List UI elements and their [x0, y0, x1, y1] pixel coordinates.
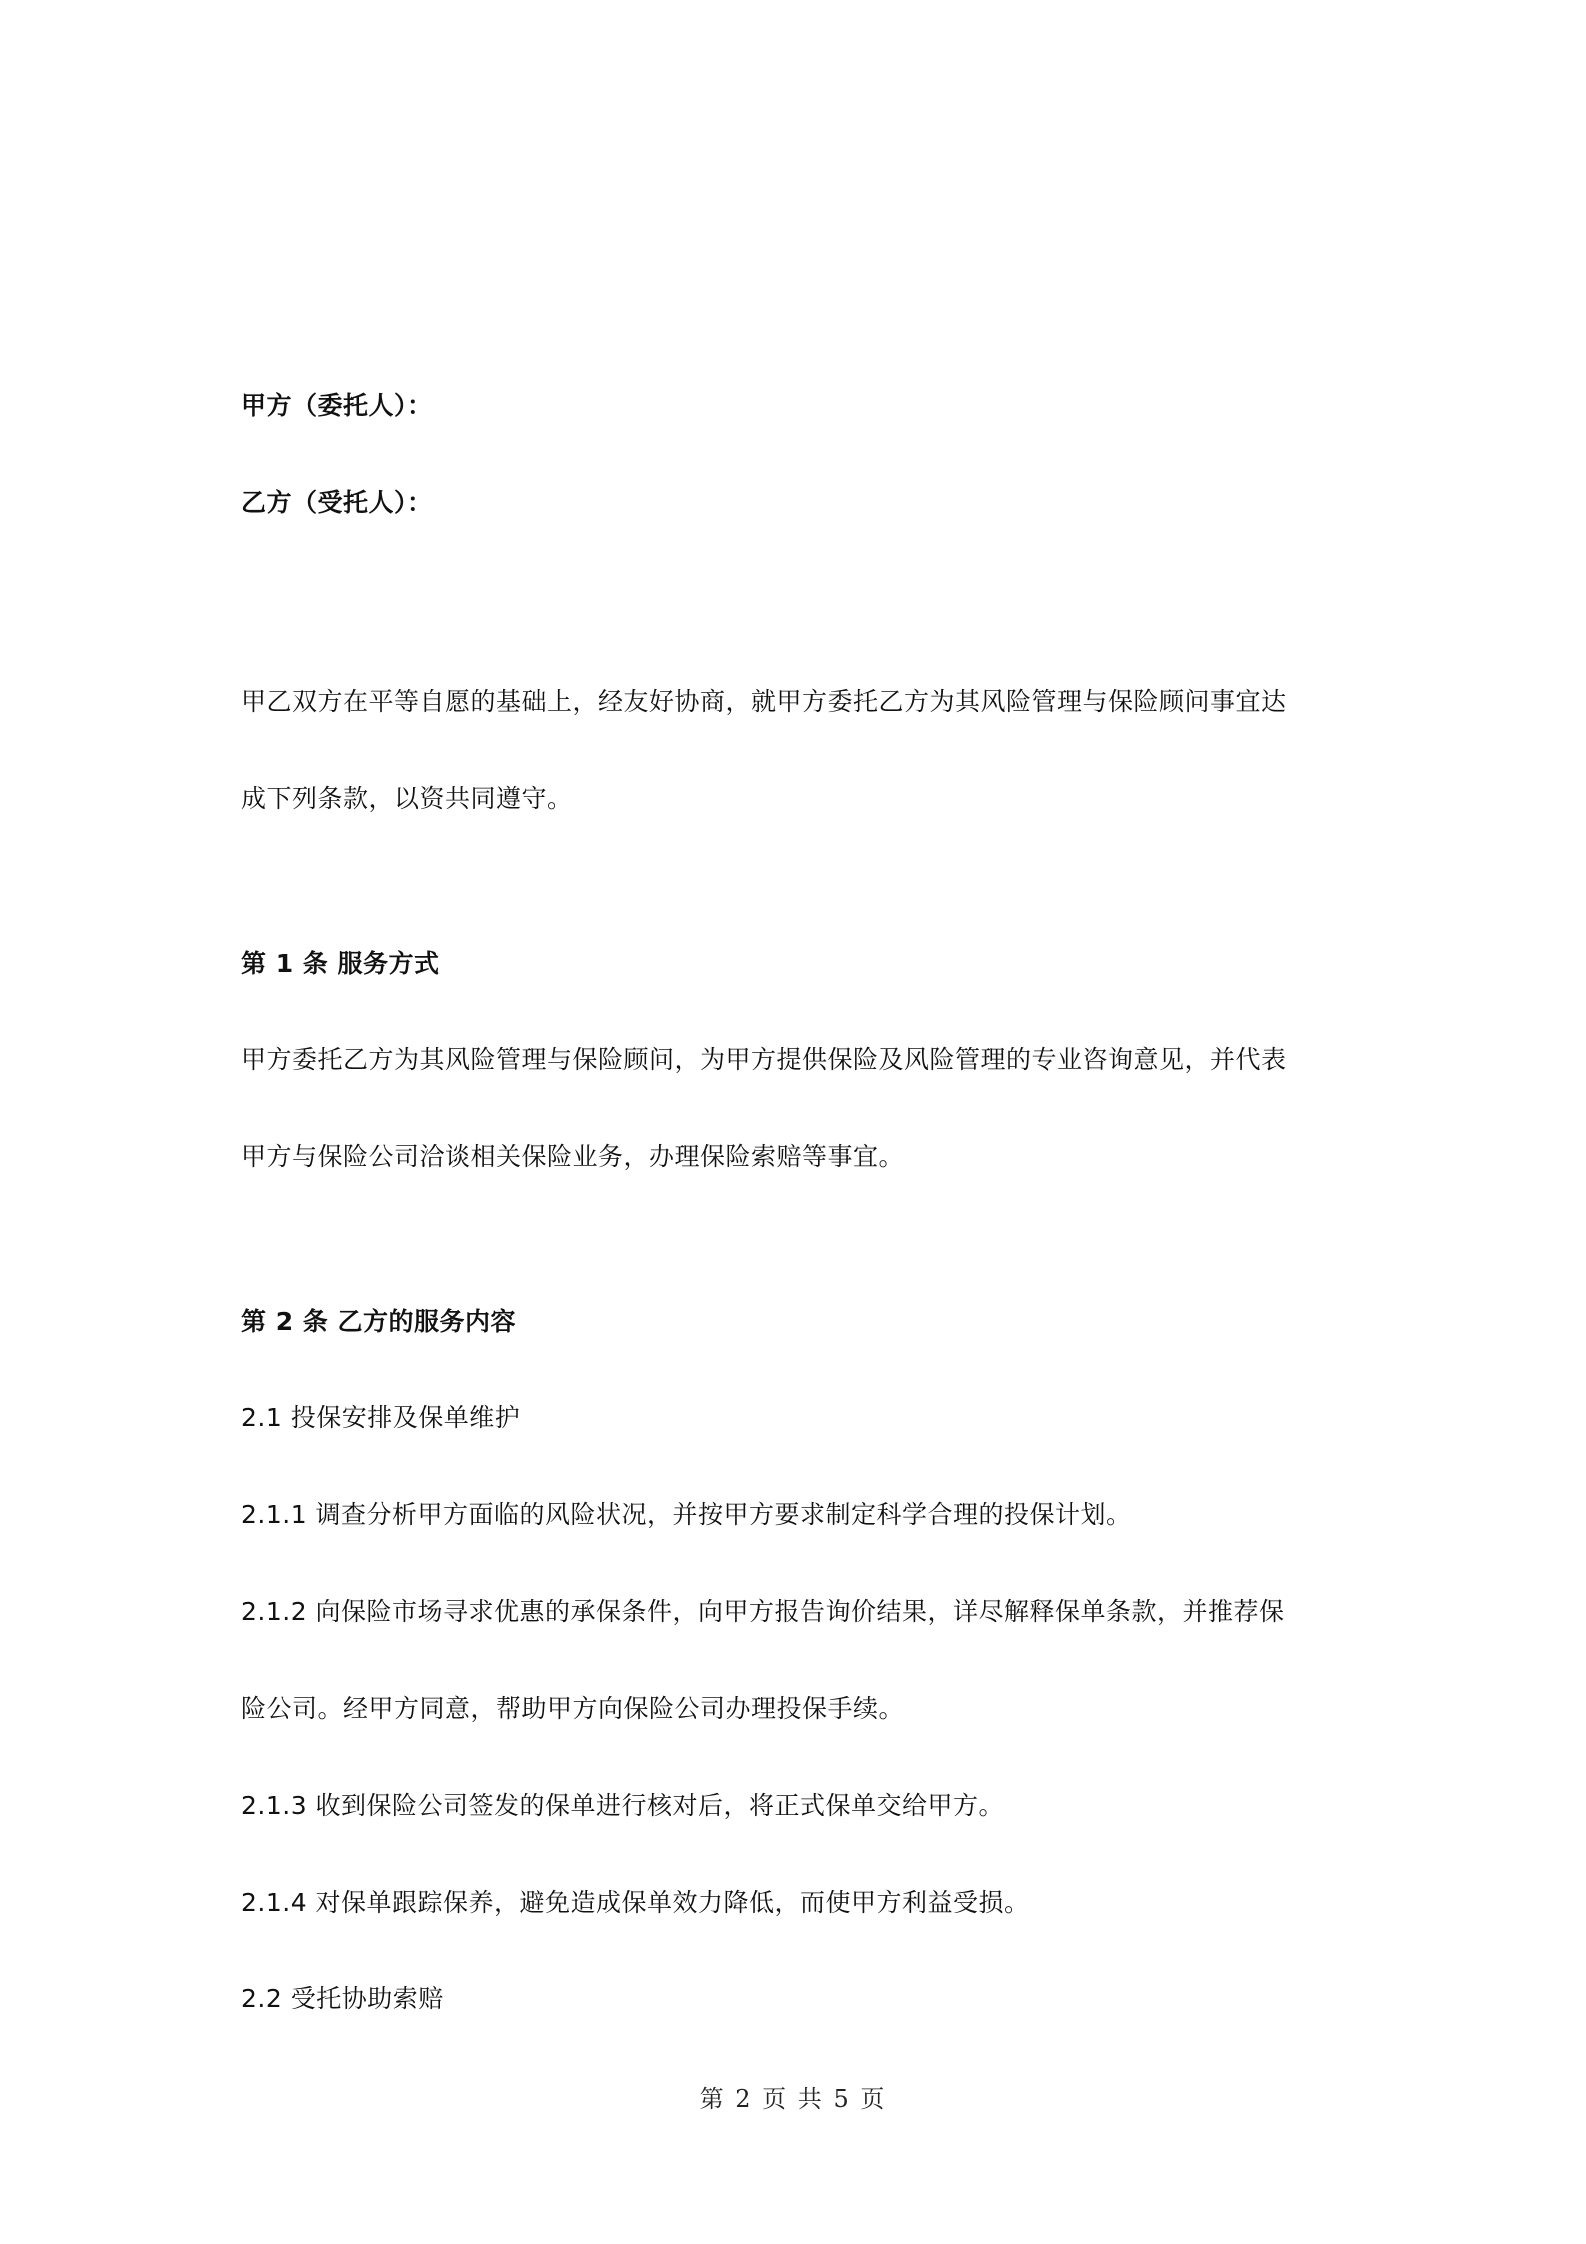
section-2-1-2-line-2: 险公司。经甲方同意，帮助甲方向保险公司办理投保手续。 [241, 1694, 905, 1723]
section-2-1-2-line-1: 2.1.2 向保险市场寻求优惠的承保条件，向甲方报告询价结果，详尽解释保单条款，并推荐保 [241, 1597, 1285, 1626]
preamble-line-2: 成下列条款，以资共同遵守。 [241, 784, 573, 813]
article-1-line-1: 甲方委托乙方为其风险管理与保险顾问，为甲方提供保险及风险管理的专业咨询意见，并代表 [241, 1045, 1287, 1074]
preamble-line-1: 甲乙双方在平等自愿的基础上，经友好协商，就甲方委托乙方为其风险管理与保险顾问事宜达 [241, 687, 1287, 716]
section-2-1-4: 2.1.4 对保单跟踪保养，避免造成保单效力降低，而使甲方利益受损。 [241, 1888, 1030, 1917]
party-a-label: 甲方（委托人）： [241, 391, 433, 420]
section-2-1-1: 2.1.1 调查分析甲方面临的风险状况，并按甲方要求制定科学合理的投保计划。 [241, 1500, 1132, 1529]
article-1-line-2: 甲方与保险公司洽谈相关保险业务，办理保险索赔等事宜。 [241, 1142, 905, 1171]
section-2-1: 2.1 投保安排及保单维护 [241, 1403, 521, 1432]
article-1-title: 第 1 条 服务方式 [241, 949, 440, 978]
section-2-1-3: 2.1.3 收到保险公司签发的保单进行核对后，将正式保单交给甲方。 [241, 1791, 1005, 1820]
page-number-footer: 第 2 页 共 5 页 [699, 2085, 887, 2113]
party-b-label: 乙方（受托人）： [241, 488, 433, 517]
article-2-title: 第 2 条 乙方的服务内容 [241, 1307, 517, 1336]
section-2-2: 2.2 受托协助索赔 [241, 1984, 444, 2013]
